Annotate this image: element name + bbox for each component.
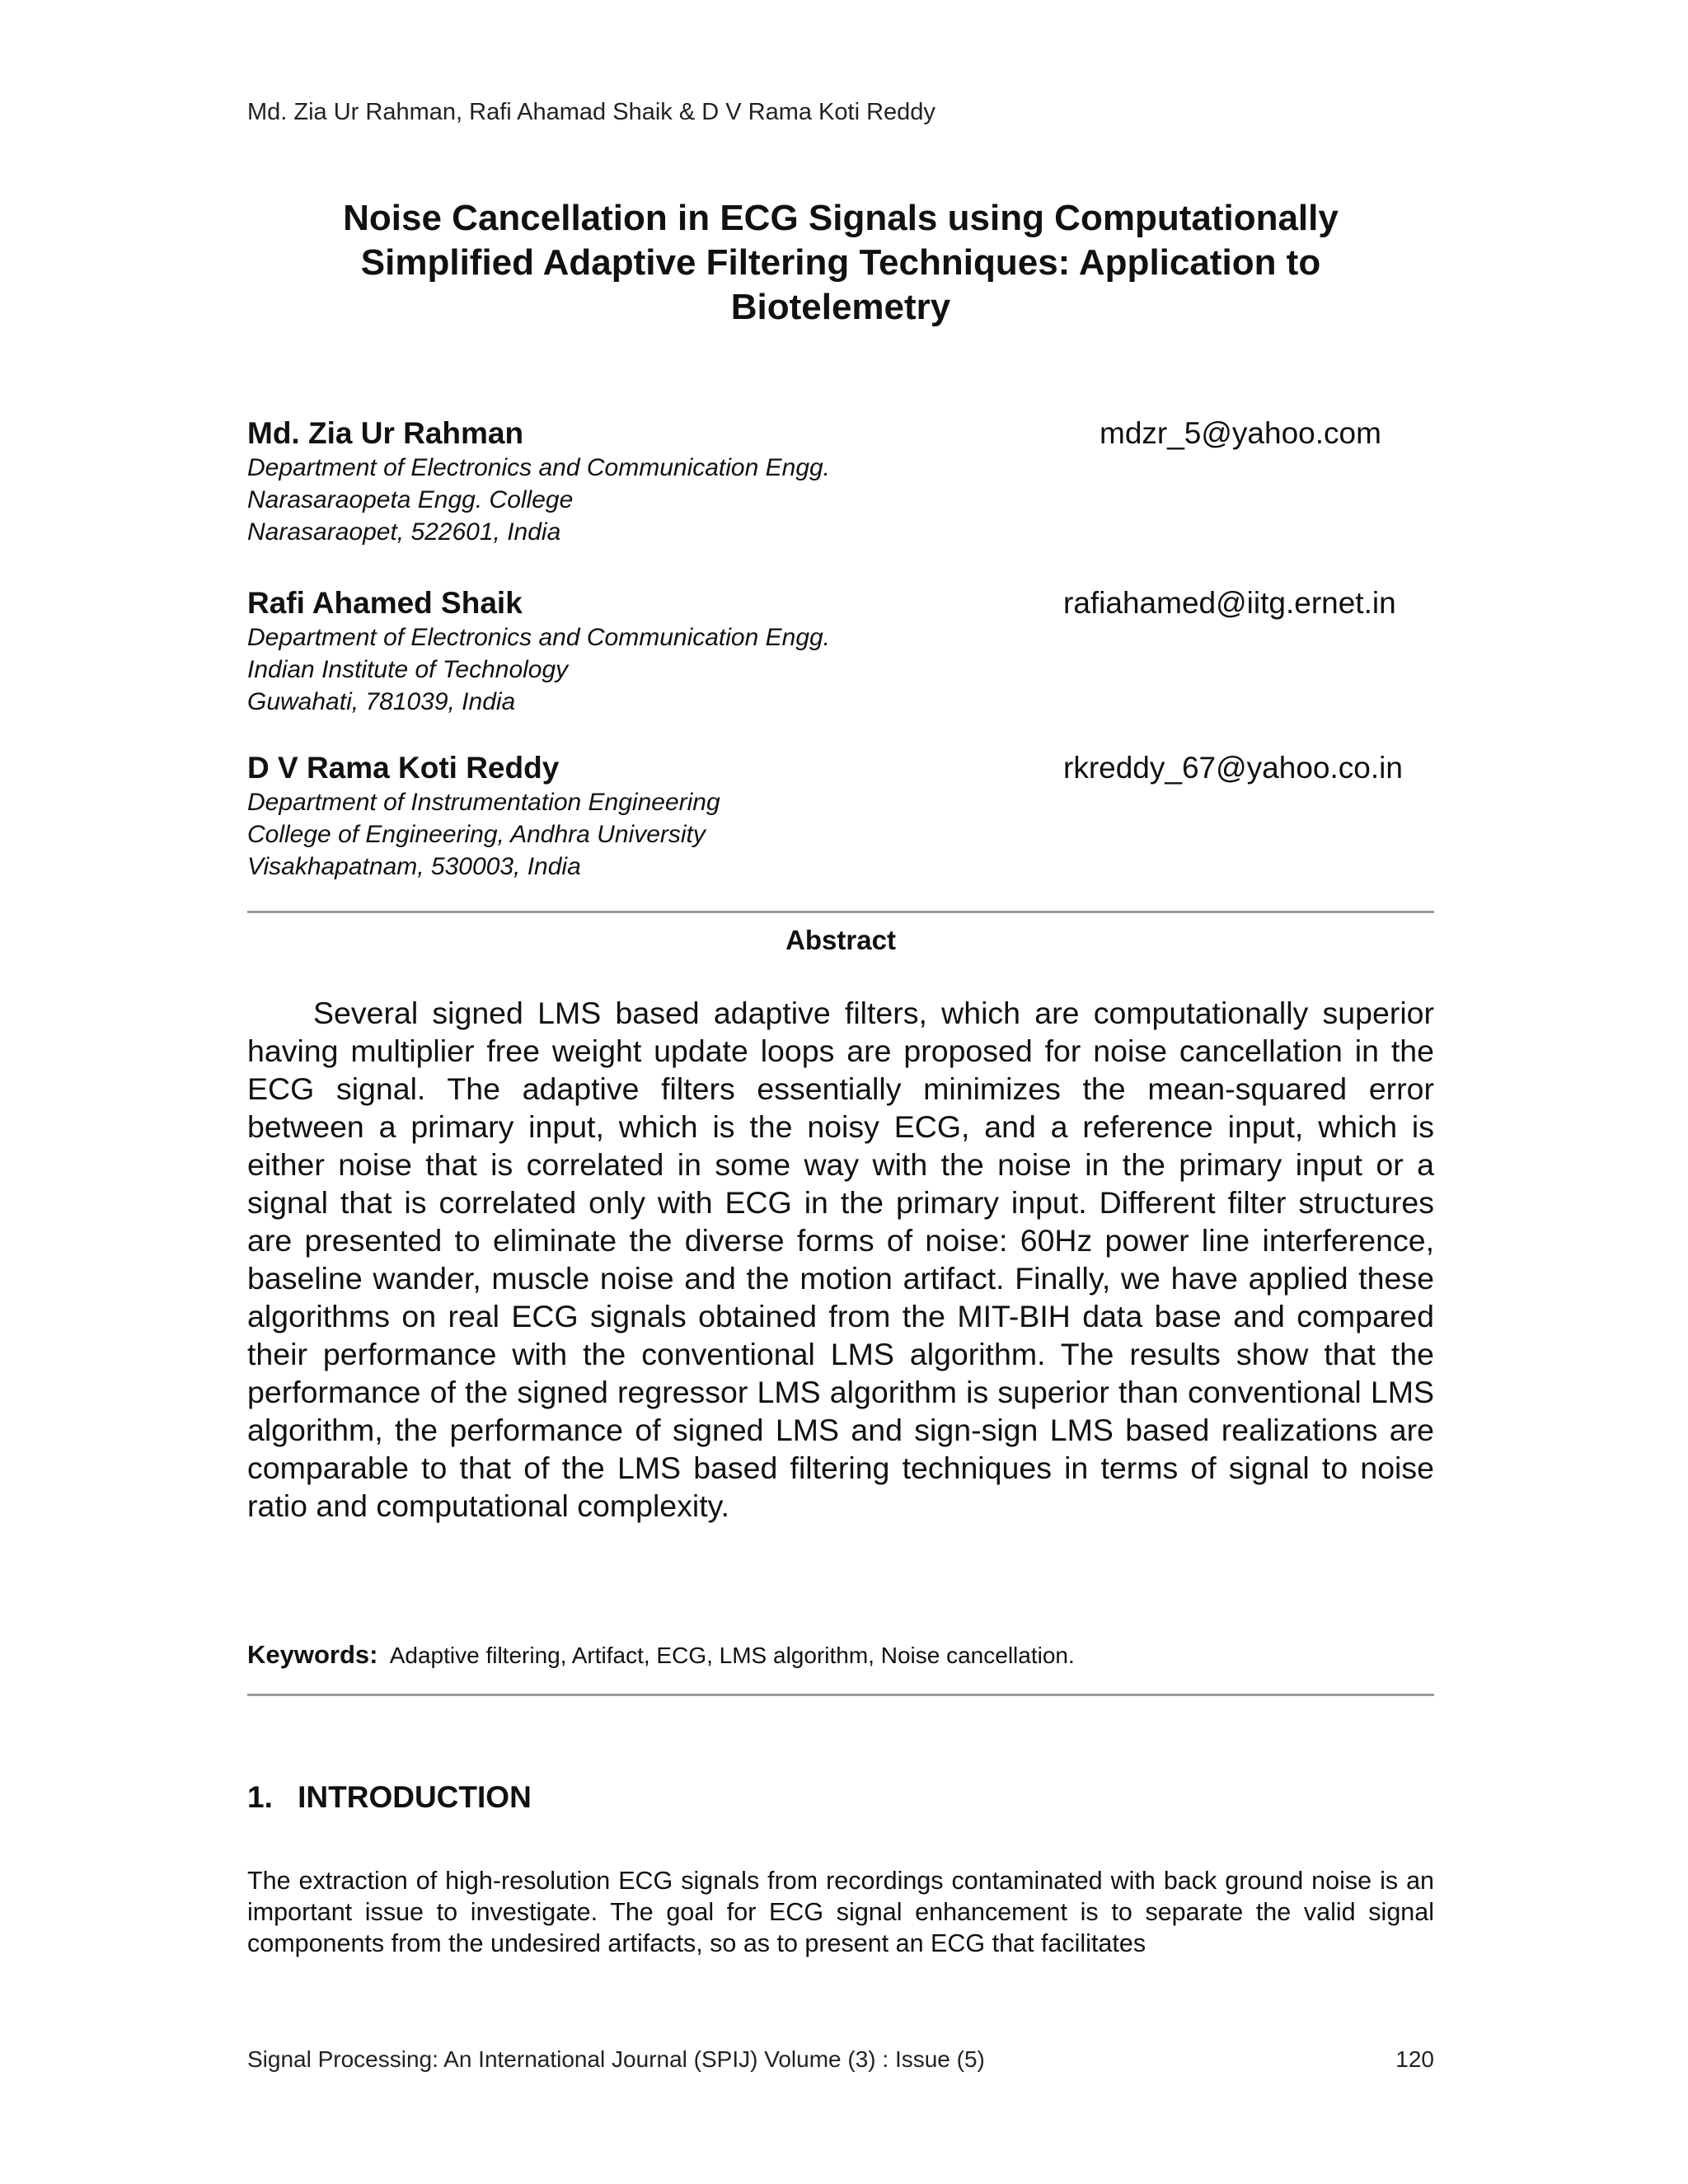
author-affiliation-line: Guwahati, 781039, India (247, 688, 516, 715)
author-email[interactable]: mdzr_5@yahoo.com (1100, 416, 1381, 450)
author-name: Md. Zia Ur Rahman (247, 416, 524, 450)
section-number: 1. (247, 1780, 273, 1814)
author-block (247, 415, 1434, 548)
divider (247, 911, 1434, 913)
author-affiliation-line: College of Engineering, Andhra University (247, 821, 706, 848)
author-block (247, 585, 1434, 718)
running-head: Md. Zia Ur Rahman, Rafi Ahamad Shaik & D V Rama Koti Reddy (247, 99, 935, 125)
keywords-label: Keywords: (247, 1640, 378, 1669)
title-line: Noise Cancellation in ECG Signals using Computationally (343, 198, 1339, 238)
section-text: The extraction of high-resolution ECG signals from recordings contaminated with back ground noise is an important issue to investigate. The goal for ECG signal enhancement is to separate the valid signal components from the undesired artifacts, so as to present an ECG that facilitates (247, 1867, 1434, 1957)
abstract-heading: Abstract (785, 925, 896, 955)
paper-title (247, 196, 1434, 330)
author-email[interactable]: rafiahamed@iitg.ernet.in (1063, 586, 1396, 620)
section-title: INTRODUCTION (298, 1780, 532, 1814)
author-email[interactable]: rkreddy_67@yahoo.co.in (1063, 751, 1403, 785)
author-affiliation-line: Department of Electronics and Communication Engg. (247, 624, 831, 651)
author-name: D V Rama Koti Reddy (247, 751, 560, 785)
author-affiliation-line: Narasaraopet, 522601, India (247, 518, 561, 546)
author-affiliation-line: Department of Instrumentation Engineering (247, 789, 720, 816)
footer-journal: Signal Processing: An International Journal (SPIJ) Volume (3) : Issue (5) (247, 2046, 985, 2072)
author-affiliation-line: Indian Institute of Technology (247, 656, 569, 683)
divider (247, 1694, 1434, 1696)
author-affiliation-line: Visakhapatnam, 530003, India (247, 853, 581, 880)
author-name: Rafi Ahamed Shaik (247, 586, 523, 620)
keywords (247, 1640, 1434, 1670)
section-heading (247, 1780, 532, 1815)
title-line: Biotelemetry (730, 287, 951, 327)
author-block (247, 750, 1434, 883)
keywords-text: Adaptive filtering, Artifact, ECG, LMS algorithm, Noise cancellation. (389, 1643, 1075, 1668)
author-affiliation-line: Narasaraopeta Engg. College (247, 486, 574, 513)
page-number: 120 (1395, 2046, 1434, 2072)
title-line: Simplified Adaptive Filtering Techniques: Application to (360, 242, 1321, 283)
abstract-text: Several signed LMS based adaptive filters, which are computationally superior having multiplier free weight update loops are proposed for noise cancellation in the ECG signal. The adaptive filters essentially minimizes the mean-squared error between a primary input, which is the noisy ECG, and a reference input, which is either noise that is correlated in some way with the noise in the primary input or a signal that is correlated only with ECG in the primary input. Different filter structures are presented to eliminate the diverse forms of noise: 60Hz power line interference, baseline wander, muscle noise and the motion artifact. Finally, we have applied these algorithms on real ECG signals obtained from the MIT-BIH data base and compared their performance with the conventional LMS algorithm. The results show that the performance of the signed regressor LMS algorithm is superior than conventional LMS algorithm, the performance of signed LMS and sign-sign LMS based realizations are comparable to that of the LMS based filtering techniques in terms of signal to noise ratio and computational complexity. (247, 996, 1434, 1523)
author-affiliation-line: Department of Electronics and Communication Engg. (247, 454, 831, 481)
